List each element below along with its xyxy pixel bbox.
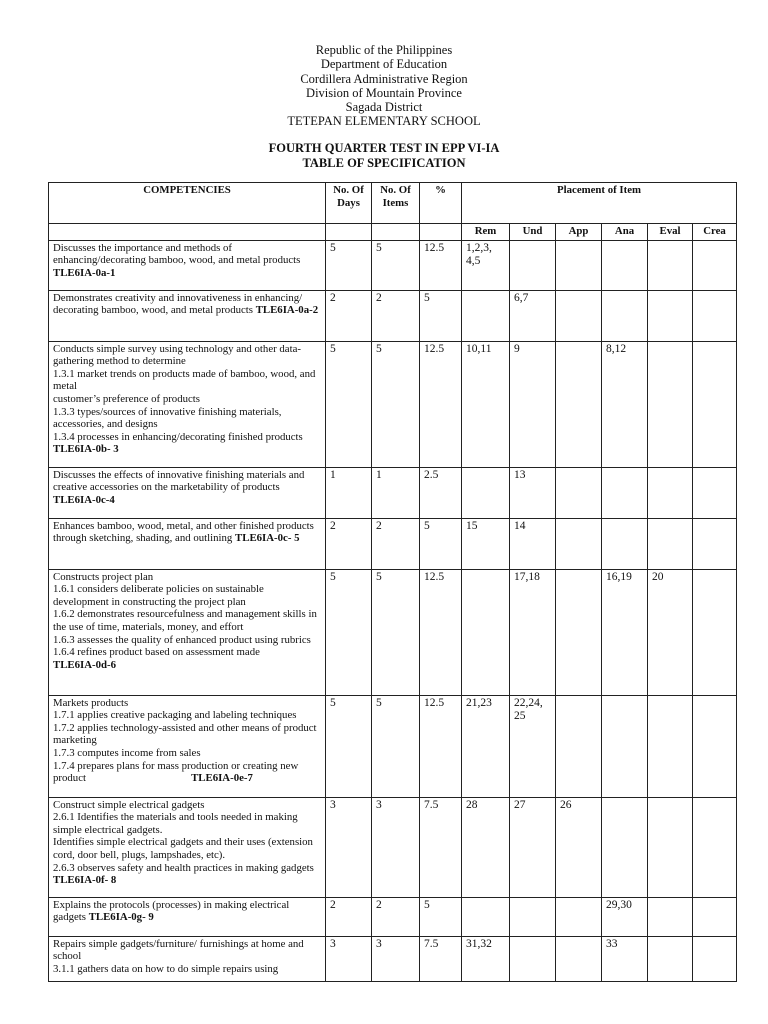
ana-cell: 16,19 [602,569,648,695]
days-cell: 5 [326,569,372,695]
days-cell: 5 [326,695,372,797]
competency-text: Construct simple electrical gadgets 2.6.1 Identifies the materials and tools needed in making simple electrical gadgets. Identifies simple electrical gadgets and their uses (extension cord, door bell, plugs, lampshades, etc). 2.6.3 observes safety and health practices in making gadgets [53,798,314,874]
percent-cell: 5 [420,290,462,341]
header-line-department: Department of Education [320,57,448,72]
competency-cell [49,936,326,981]
col-header-ana: Ana [602,224,648,241]
ana-cell: 33 [602,936,648,981]
items-cell: 3 [372,936,420,981]
competency-code: TLE6IA-0f- 8 [53,874,117,887]
col-header-rem: Rem [462,224,510,241]
items-cell: 5 [372,341,420,467]
competency-cell [49,290,326,341]
app-cell [556,897,602,936]
competency-cell [49,467,326,518]
table-row [49,695,737,797]
und-cell [510,936,556,981]
title-table-name: TABLE OF SPECIFICATION [302,156,466,170]
title-test-name: FOURTH QUARTER TEST IN EPP VI-IA [268,141,500,155]
und-cell: 13 [510,467,556,518]
col-header-app: App [556,224,602,241]
ana-cell: 29,30 [602,897,648,936]
col-header-crea: Crea [693,224,737,241]
ana-cell [602,240,648,290]
competency-cell [49,240,326,290]
days-cell: 5 [326,240,372,290]
subheader-empty [372,224,420,241]
items-cell: 5 [372,569,420,695]
app-cell [556,467,602,518]
eval-cell [648,467,693,518]
document-header [0,43,768,129]
days-cell: 2 [326,518,372,569]
competency-code: TLE6IA-0b- 3 [53,443,119,456]
eval-cell [648,797,693,897]
competency-text: Demonstrates creativity and innovativeness in enhancing/ decorating bamboo, wood, and metal products [53,291,303,317]
rem-cell [462,897,510,936]
subheader-empty [326,224,372,241]
header-line-republic: Republic of the Philippines [315,43,453,57]
days-cell: 3 [326,797,372,897]
col-header-eval: Eval [648,224,693,241]
rem-cell: 10,11 [462,341,510,467]
document-title [0,141,768,171]
competency-code: TLE6IA-0d-6 [53,658,116,671]
competency-cell [49,341,326,467]
crea-cell [693,518,737,569]
competency-code: TLE6IA-0g- 9 [88,911,154,924]
days-cell: 1 [326,467,372,518]
competency-cell [49,518,326,569]
competency-text: Markets products 1.7.1 applies creative packaging and labeling techniques 1.7.2 applies technology-assisted and other means of product marketing 1.7.3 computes income from sales 1.7.4 prepares plans for mass production or creating new product [53,696,317,785]
percent-cell: 12.5 [420,569,462,695]
ana-cell [602,518,648,569]
rem-cell: 1,2,3, 4,5 [462,240,510,290]
table-row [49,897,737,936]
competency-cell [49,897,326,936]
crea-cell [693,569,737,695]
table-row [49,569,737,695]
header-line-region: Cordillera Administrative Region [300,71,468,86]
col-header-competencies: COMPETENCIES [49,183,326,224]
und-cell: 14 [510,518,556,569]
col-header-und: Und [510,224,556,241]
table-row [49,936,737,981]
crea-cell [693,897,737,936]
competency-code: TLE6IA-0a-1 [53,266,116,279]
table-row [49,797,737,897]
subheader-empty [420,224,462,241]
items-cell: 2 [372,518,420,569]
competency-code: TLE6IA-0a-2 [255,304,319,317]
percent-cell: 7.5 [420,936,462,981]
eval-cell [648,695,693,797]
rem-cell [462,569,510,695]
eval-cell [648,341,693,467]
und-cell [510,897,556,936]
percent-cell: 5 [420,897,462,936]
items-cell: 1 [372,467,420,518]
crea-cell [693,936,737,981]
competency-text: Enhances bamboo, wood, metal, and other finished products through sketching, shading, and outlining [53,519,314,545]
und-cell: 6,7 [510,290,556,341]
und-cell: 17,18 [510,569,556,695]
table-row [49,518,737,569]
col-header-days: No. Of Days [326,183,372,224]
competency-code: TLE6IA-0e-7 [191,772,253,785]
rem-cell [462,467,510,518]
specification-table [48,182,737,982]
crea-cell [693,290,737,341]
rem-cell [462,290,510,341]
rem-cell: 31,32 [462,936,510,981]
ana-cell [602,290,648,341]
items-cell: 3 [372,797,420,897]
items-cell: 2 [372,290,420,341]
competency-code: TLE6IA-0c-4 [53,493,115,506]
col-header-items: No. Of Items [372,183,420,224]
percent-cell: 12.5 [420,341,462,467]
app-cell [556,240,602,290]
app-cell [556,341,602,467]
competency-text: Repairs simple gadgets/furniture/ furnishings at home and school 3.1.1 gathers data on how to do simple repairs using [53,937,304,975]
col-header-percent: % [420,183,462,224]
header-row [49,183,737,224]
table-row [49,240,737,290]
competency-text: Explains the protocols (processes) in making electrical gadgets [53,898,290,924]
app-cell [556,518,602,569]
percent-cell: 2.5 [420,467,462,518]
app-cell [556,569,602,695]
crea-cell [693,797,737,897]
competency-text: Discusses the importance and methods of enhancing/decorating bamboo, wood, and metal products [53,241,301,267]
competency-text: Discusses the effects of innovative finishing materials and creative accessories on the marketability of products [53,468,305,494]
table-row [49,341,737,467]
competency-code: TLE6IA-0c- 5 [235,532,300,545]
und-cell: 9 [510,341,556,467]
rem-cell: 21,23 [462,695,510,797]
days-cell: 3 [326,936,372,981]
app-cell [556,695,602,797]
days-cell: 2 [326,290,372,341]
eval-cell [648,240,693,290]
eval-cell [648,936,693,981]
crea-cell [693,341,737,467]
subheader-empty [49,224,326,241]
und-cell: 27 [510,797,556,897]
competency-text: Conducts simple survey using technology and other data-gathering method to determine 1.3.1 market trends on products made of bamboo, wood, and metal customer’s preference of products 1.3.3 types/sources of innovative finishing materials, accessories, and designs 1.3.4 processes in enhancing/decorating finished products [53,342,316,443]
app-cell [556,290,602,341]
competency-text: Constructs project plan 1.6.1 considers deliberate policies on sustainable development in constructing the project plan 1.6.2 demonstrates resourcefulness and management skills in the use of time, materials, money, and effort 1.6.3 assesses the quality of enhanced product using rubrics 1.6.4 refines product based on assessment made [53,570,317,659]
competency-cell [49,797,326,897]
und-cell: 22,24, 25 [510,695,556,797]
header-line-school: TETEPAN ELEMENTARY SCHOOL [287,114,481,129]
table-row [49,467,737,518]
percent-cell: 12.5 [420,240,462,290]
percent-cell: 5 [420,518,462,569]
header-line-division: Division of Mountain Province [306,85,462,100]
ana-cell [602,467,648,518]
col-header-placement: Placement of Item [462,183,737,224]
ana-cell [602,695,648,797]
crea-cell [693,467,737,518]
eval-cell [648,290,693,341]
crea-cell [693,240,737,290]
subheader-row [49,224,737,241]
items-cell: 5 [372,695,420,797]
competency-cell [49,569,326,695]
rem-cell: 28 [462,797,510,897]
table-row [49,290,737,341]
rem-cell: 15 [462,518,510,569]
days-cell: 5 [326,341,372,467]
crea-cell [693,695,737,797]
header-line-district: Sagada District [345,100,423,115]
items-cell: 2 [372,897,420,936]
percent-cell: 7.5 [420,797,462,897]
app-cell [556,936,602,981]
percent-cell: 12.5 [420,695,462,797]
eval-cell [648,518,693,569]
und-cell [510,240,556,290]
items-cell: 5 [372,240,420,290]
app-cell: 26 [556,797,602,897]
eval-cell [648,897,693,936]
ana-cell [602,797,648,897]
ana-cell: 8,12 [602,341,648,467]
eval-cell: 20 [648,569,693,695]
days-cell: 2 [326,897,372,936]
competency-cell [49,695,326,797]
